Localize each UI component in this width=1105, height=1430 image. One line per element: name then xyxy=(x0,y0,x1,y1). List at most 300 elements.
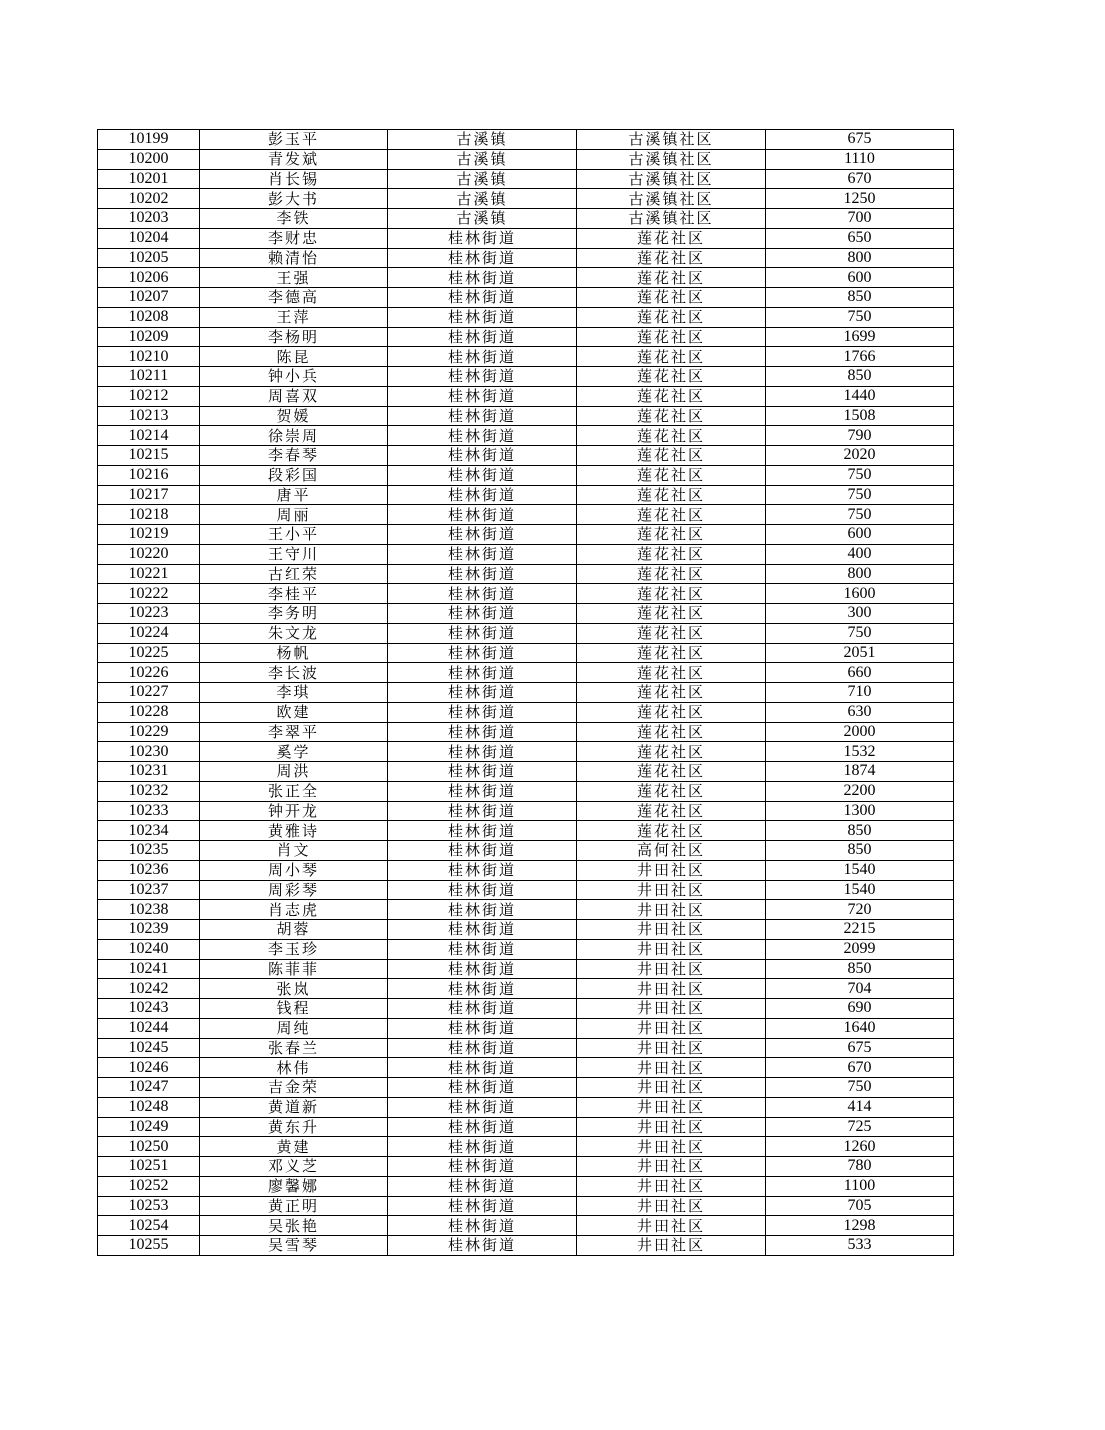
name-cell: 林伟 xyxy=(200,1058,388,1078)
id-cell: 10200 xyxy=(98,149,200,169)
amount-cell: 660 xyxy=(766,663,954,683)
amount-cell: 850 xyxy=(766,821,954,841)
amount-cell: 850 xyxy=(766,367,954,387)
community-cell: 井田社区 xyxy=(577,939,766,959)
id-cell: 10199 xyxy=(98,130,200,150)
community-cell: 莲花社区 xyxy=(577,327,766,347)
name-cell: 钟小兵 xyxy=(200,367,388,387)
street-cell: 桂林街道 xyxy=(388,643,577,663)
name-cell: 朱文龙 xyxy=(200,623,388,643)
table-body xyxy=(98,130,954,1256)
community-cell: 莲花社区 xyxy=(577,446,766,466)
amount-cell: 1600 xyxy=(766,584,954,604)
id-cell: 10210 xyxy=(98,347,200,367)
name-cell: 周丽 xyxy=(200,505,388,525)
community-cell: 莲花社区 xyxy=(577,663,766,683)
amount-cell: 1100 xyxy=(766,1176,954,1196)
name-cell: 张春兰 xyxy=(200,1038,388,1058)
community-cell: 井田社区 xyxy=(577,1038,766,1058)
id-cell: 10237 xyxy=(98,880,200,900)
amount-cell: 700 xyxy=(766,209,954,229)
community-cell: 莲花社区 xyxy=(577,781,766,801)
name-cell: 吴雪琴 xyxy=(200,1236,388,1256)
name-cell: 钱程 xyxy=(200,999,388,1019)
id-cell: 10228 xyxy=(98,702,200,722)
street-cell: 桂林街道 xyxy=(388,939,577,959)
amount-cell: 1508 xyxy=(766,406,954,426)
street-cell: 桂林街道 xyxy=(388,999,577,1019)
table-row xyxy=(98,446,954,466)
table-row xyxy=(98,288,954,308)
amount-cell: 690 xyxy=(766,999,954,1019)
community-cell: 莲花社区 xyxy=(577,683,766,703)
amount-cell: 600 xyxy=(766,268,954,288)
community-cell: 井田社区 xyxy=(577,1018,766,1038)
id-cell: 10242 xyxy=(98,979,200,999)
table-row xyxy=(98,130,954,150)
name-cell: 李铁 xyxy=(200,209,388,229)
table-row xyxy=(98,762,954,782)
street-cell: 桂林街道 xyxy=(388,268,577,288)
table-row xyxy=(98,1018,954,1038)
amount-cell: 675 xyxy=(766,1038,954,1058)
name-cell: 唐平 xyxy=(200,485,388,505)
street-cell: 古溪镇 xyxy=(388,169,577,189)
id-cell: 10218 xyxy=(98,505,200,525)
amount-cell: 1699 xyxy=(766,327,954,347)
amount-cell: 1110 xyxy=(766,149,954,169)
street-cell: 古溪镇 xyxy=(388,209,577,229)
id-cell: 10202 xyxy=(98,189,200,209)
table-row xyxy=(98,742,954,762)
amount-cell: 2099 xyxy=(766,939,954,959)
id-cell: 10225 xyxy=(98,643,200,663)
street-cell: 桂林街道 xyxy=(388,1157,577,1177)
street-cell: 桂林街道 xyxy=(388,288,577,308)
street-cell: 桂林街道 xyxy=(388,683,577,703)
table-row xyxy=(98,1137,954,1157)
community-cell: 莲花社区 xyxy=(577,465,766,485)
id-cell: 10241 xyxy=(98,959,200,979)
street-cell: 古溪镇 xyxy=(388,189,577,209)
amount-cell: 400 xyxy=(766,544,954,564)
table-row xyxy=(98,406,954,426)
community-cell: 莲花社区 xyxy=(577,762,766,782)
amount-cell: 1300 xyxy=(766,801,954,821)
community-cell: 莲花社区 xyxy=(577,525,766,545)
amount-cell: 750 xyxy=(766,465,954,485)
id-cell: 10254 xyxy=(98,1216,200,1236)
name-cell: 黄正明 xyxy=(200,1196,388,1216)
id-cell: 10216 xyxy=(98,465,200,485)
name-cell: 李杨明 xyxy=(200,327,388,347)
community-cell: 莲花社区 xyxy=(577,347,766,367)
table-row xyxy=(98,307,954,327)
street-cell: 桂林街道 xyxy=(388,1236,577,1256)
id-cell: 10207 xyxy=(98,288,200,308)
amount-cell: 1532 xyxy=(766,742,954,762)
street-cell: 桂林街道 xyxy=(388,979,577,999)
amount-cell: 850 xyxy=(766,841,954,861)
id-cell: 10243 xyxy=(98,999,200,1019)
table-row xyxy=(98,1196,954,1216)
community-cell: 莲花社区 xyxy=(577,505,766,525)
id-cell: 10220 xyxy=(98,544,200,564)
table-row xyxy=(98,169,954,189)
street-cell: 桂林街道 xyxy=(388,1196,577,1216)
id-cell: 10240 xyxy=(98,939,200,959)
id-cell: 10252 xyxy=(98,1176,200,1196)
amount-cell: 1874 xyxy=(766,762,954,782)
name-cell: 陈菲菲 xyxy=(200,959,388,979)
name-cell: 王强 xyxy=(200,268,388,288)
table-row xyxy=(98,347,954,367)
name-cell: 黄雅诗 xyxy=(200,821,388,841)
table-row xyxy=(98,821,954,841)
street-cell: 桂林街道 xyxy=(388,406,577,426)
street-cell: 桂林街道 xyxy=(388,920,577,940)
name-cell: 李长波 xyxy=(200,663,388,683)
name-cell: 肖长锡 xyxy=(200,169,388,189)
id-cell: 10247 xyxy=(98,1078,200,1098)
community-cell: 井田社区 xyxy=(577,1216,766,1236)
community-cell: 莲花社区 xyxy=(577,367,766,387)
street-cell: 桂林街道 xyxy=(388,1018,577,1038)
id-cell: 10233 xyxy=(98,801,200,821)
amount-cell: 650 xyxy=(766,228,954,248)
name-cell: 青发斌 xyxy=(200,149,388,169)
street-cell: 桂林街道 xyxy=(388,781,577,801)
table-row xyxy=(98,663,954,683)
id-cell: 10248 xyxy=(98,1097,200,1117)
name-cell: 周洪 xyxy=(200,762,388,782)
id-cell: 10213 xyxy=(98,406,200,426)
table-row xyxy=(98,327,954,347)
table-row xyxy=(98,1058,954,1078)
table-row xyxy=(98,683,954,703)
table-row xyxy=(98,643,954,663)
street-cell: 桂林街道 xyxy=(388,663,577,683)
table-row xyxy=(98,386,954,406)
name-cell: 徐崇周 xyxy=(200,426,388,446)
id-cell: 10244 xyxy=(98,1018,200,1038)
id-cell: 10204 xyxy=(98,228,200,248)
amount-cell: 750 xyxy=(766,1078,954,1098)
id-cell: 10215 xyxy=(98,446,200,466)
table-row xyxy=(98,604,954,624)
name-cell: 周喜双 xyxy=(200,386,388,406)
community-cell: 井田社区 xyxy=(577,1078,766,1098)
street-cell: 桂林街道 xyxy=(388,762,577,782)
table-row xyxy=(98,999,954,1019)
amount-cell: 533 xyxy=(766,1236,954,1256)
table-row xyxy=(98,1097,954,1117)
street-cell: 桂林街道 xyxy=(388,623,577,643)
street-cell: 桂林街道 xyxy=(388,505,577,525)
street-cell: 桂林街道 xyxy=(388,900,577,920)
name-cell: 李财忠 xyxy=(200,228,388,248)
community-cell: 古溪镇社区 xyxy=(577,130,766,150)
name-cell: 张岚 xyxy=(200,979,388,999)
name-cell: 李玉珍 xyxy=(200,939,388,959)
name-cell: 杨帆 xyxy=(200,643,388,663)
id-cell: 10238 xyxy=(98,900,200,920)
amount-cell: 1766 xyxy=(766,347,954,367)
id-cell: 10214 xyxy=(98,426,200,446)
amount-cell: 630 xyxy=(766,702,954,722)
id-cell: 10230 xyxy=(98,742,200,762)
street-cell: 桂林街道 xyxy=(388,702,577,722)
id-cell: 10222 xyxy=(98,584,200,604)
community-cell: 莲花社区 xyxy=(577,623,766,643)
table-row xyxy=(98,1157,954,1177)
id-cell: 10203 xyxy=(98,209,200,229)
amount-cell: 670 xyxy=(766,1058,954,1078)
name-cell: 陈昆 xyxy=(200,347,388,367)
table-row xyxy=(98,268,954,288)
street-cell: 桂林街道 xyxy=(388,742,577,762)
community-cell: 井田社区 xyxy=(577,880,766,900)
community-cell: 井田社区 xyxy=(577,979,766,999)
table-row xyxy=(98,623,954,643)
name-cell: 廖馨娜 xyxy=(200,1176,388,1196)
id-cell: 10235 xyxy=(98,841,200,861)
amount-cell: 414 xyxy=(766,1097,954,1117)
community-cell: 古溪镇社区 xyxy=(577,209,766,229)
community-cell: 古溪镇社区 xyxy=(577,169,766,189)
community-cell: 井田社区 xyxy=(577,860,766,880)
amount-cell: 300 xyxy=(766,604,954,624)
amount-cell: 2020 xyxy=(766,446,954,466)
community-cell: 莲花社区 xyxy=(577,564,766,584)
amount-cell: 1298 xyxy=(766,1216,954,1236)
name-cell: 李桂平 xyxy=(200,584,388,604)
name-cell: 邓义芝 xyxy=(200,1157,388,1177)
name-cell: 周纯 xyxy=(200,1018,388,1038)
table-row xyxy=(98,722,954,742)
community-cell: 井田社区 xyxy=(577,1137,766,1157)
amount-cell: 850 xyxy=(766,288,954,308)
community-cell: 莲花社区 xyxy=(577,485,766,505)
street-cell: 桂林街道 xyxy=(388,307,577,327)
amount-cell: 2215 xyxy=(766,920,954,940)
amount-cell: 1540 xyxy=(766,880,954,900)
name-cell: 胡蓉 xyxy=(200,920,388,940)
community-cell: 井田社区 xyxy=(577,1196,766,1216)
street-cell: 桂林街道 xyxy=(388,248,577,268)
street-cell: 桂林街道 xyxy=(388,544,577,564)
id-cell: 10226 xyxy=(98,663,200,683)
table-row xyxy=(98,979,954,999)
name-cell: 张正全 xyxy=(200,781,388,801)
table-row xyxy=(98,1117,954,1137)
amount-cell: 1250 xyxy=(766,189,954,209)
street-cell: 桂林街道 xyxy=(388,347,577,367)
amount-cell: 750 xyxy=(766,307,954,327)
community-cell: 井田社区 xyxy=(577,900,766,920)
table-row xyxy=(98,1216,954,1236)
id-cell: 10209 xyxy=(98,327,200,347)
table-row xyxy=(98,860,954,880)
amount-cell: 1640 xyxy=(766,1018,954,1038)
community-cell: 莲花社区 xyxy=(577,406,766,426)
id-cell: 10219 xyxy=(98,525,200,545)
name-cell: 吉金荣 xyxy=(200,1078,388,1098)
amount-cell: 790 xyxy=(766,426,954,446)
id-cell: 10253 xyxy=(98,1196,200,1216)
table-row xyxy=(98,841,954,861)
street-cell: 古溪镇 xyxy=(388,149,577,169)
table-row xyxy=(98,505,954,525)
street-cell: 桂林街道 xyxy=(388,1117,577,1137)
community-cell: 井田社区 xyxy=(577,920,766,940)
id-cell: 10246 xyxy=(98,1058,200,1078)
street-cell: 桂林街道 xyxy=(388,1216,577,1236)
community-cell: 井田社区 xyxy=(577,1097,766,1117)
id-cell: 10232 xyxy=(98,781,200,801)
table-row xyxy=(98,781,954,801)
community-cell: 井田社区 xyxy=(577,1236,766,1256)
table-row xyxy=(98,1078,954,1098)
street-cell: 桂林街道 xyxy=(388,1078,577,1098)
amount-cell: 850 xyxy=(766,959,954,979)
community-cell: 莲花社区 xyxy=(577,722,766,742)
name-cell: 欧建 xyxy=(200,702,388,722)
community-cell: 莲花社区 xyxy=(577,584,766,604)
community-cell: 莲花社区 xyxy=(577,228,766,248)
street-cell: 桂林街道 xyxy=(388,465,577,485)
id-cell: 10201 xyxy=(98,169,200,189)
name-cell: 黄建 xyxy=(200,1137,388,1157)
community-cell: 莲花社区 xyxy=(577,801,766,821)
id-cell: 10224 xyxy=(98,623,200,643)
amount-cell: 1540 xyxy=(766,860,954,880)
id-cell: 10231 xyxy=(98,762,200,782)
table-row xyxy=(98,367,954,387)
street-cell: 桂林街道 xyxy=(388,367,577,387)
community-cell: 莲花社区 xyxy=(577,307,766,327)
name-cell: 段彩国 xyxy=(200,465,388,485)
id-cell: 10251 xyxy=(98,1157,200,1177)
community-cell: 莲花社区 xyxy=(577,544,766,564)
name-cell: 肖文 xyxy=(200,841,388,861)
community-cell: 莲花社区 xyxy=(577,248,766,268)
table-row xyxy=(98,228,954,248)
street-cell: 古溪镇 xyxy=(388,130,577,150)
id-cell: 10234 xyxy=(98,821,200,841)
street-cell: 桂林街道 xyxy=(388,821,577,841)
amount-cell: 2000 xyxy=(766,722,954,742)
amount-cell: 800 xyxy=(766,248,954,268)
name-cell: 黄道新 xyxy=(200,1097,388,1117)
street-cell: 桂林街道 xyxy=(388,880,577,900)
table-row xyxy=(98,959,954,979)
community-cell: 莲花社区 xyxy=(577,268,766,288)
name-cell: 李琪 xyxy=(200,683,388,703)
id-cell: 10229 xyxy=(98,722,200,742)
community-cell: 井田社区 xyxy=(577,1176,766,1196)
street-cell: 桂林街道 xyxy=(388,860,577,880)
community-cell: 井田社区 xyxy=(577,1157,766,1177)
amount-cell: 750 xyxy=(766,485,954,505)
table-row xyxy=(98,900,954,920)
table-row xyxy=(98,209,954,229)
amount-cell: 725 xyxy=(766,1117,954,1137)
community-cell: 莲花社区 xyxy=(577,643,766,663)
street-cell: 桂林街道 xyxy=(388,841,577,861)
amount-cell: 2051 xyxy=(766,643,954,663)
amount-cell: 750 xyxy=(766,505,954,525)
name-cell: 古红荣 xyxy=(200,564,388,584)
name-cell: 李翠平 xyxy=(200,722,388,742)
community-cell: 井田社区 xyxy=(577,959,766,979)
street-cell: 桂林街道 xyxy=(388,801,577,821)
street-cell: 桂林街道 xyxy=(388,525,577,545)
id-cell: 10217 xyxy=(98,485,200,505)
table-row xyxy=(98,920,954,940)
amount-cell: 720 xyxy=(766,900,954,920)
amount-cell: 1260 xyxy=(766,1137,954,1157)
name-cell: 钟开龙 xyxy=(200,801,388,821)
amount-cell: 780 xyxy=(766,1157,954,1177)
id-cell: 10211 xyxy=(98,367,200,387)
name-cell: 周小琴 xyxy=(200,860,388,880)
street-cell: 桂林街道 xyxy=(388,584,577,604)
street-cell: 桂林街道 xyxy=(388,426,577,446)
street-cell: 桂林街道 xyxy=(388,959,577,979)
community-cell: 莲花社区 xyxy=(577,821,766,841)
street-cell: 桂林街道 xyxy=(388,1058,577,1078)
amount-cell: 675 xyxy=(766,130,954,150)
table-row xyxy=(98,525,954,545)
table-row xyxy=(98,702,954,722)
amount-cell: 710 xyxy=(766,683,954,703)
id-cell: 10206 xyxy=(98,268,200,288)
community-cell: 莲花社区 xyxy=(577,604,766,624)
name-cell: 肖志虎 xyxy=(200,900,388,920)
amount-cell: 1440 xyxy=(766,386,954,406)
street-cell: 桂林街道 xyxy=(388,564,577,584)
street-cell: 桂林街道 xyxy=(388,604,577,624)
community-cell: 井田社区 xyxy=(577,1058,766,1078)
id-cell: 10208 xyxy=(98,307,200,327)
name-cell: 赖清怡 xyxy=(200,248,388,268)
amount-cell: 705 xyxy=(766,1196,954,1216)
name-cell: 吴张艳 xyxy=(200,1216,388,1236)
table-row xyxy=(98,564,954,584)
id-cell: 10221 xyxy=(98,564,200,584)
table-row xyxy=(98,465,954,485)
amount-cell: 704 xyxy=(766,979,954,999)
table-row xyxy=(98,801,954,821)
name-cell: 黄东升 xyxy=(200,1117,388,1137)
table-row xyxy=(98,1176,954,1196)
table-row xyxy=(98,149,954,169)
id-cell: 10245 xyxy=(98,1038,200,1058)
street-cell: 桂林街道 xyxy=(388,228,577,248)
table-row xyxy=(98,426,954,446)
community-cell: 莲花社区 xyxy=(577,288,766,308)
table-row xyxy=(98,1236,954,1256)
amount-cell: 600 xyxy=(766,525,954,545)
name-cell: 奚学 xyxy=(200,742,388,762)
name-cell: 周彩琴 xyxy=(200,880,388,900)
community-cell: 莲花社区 xyxy=(577,742,766,762)
community-cell: 古溪镇社区 xyxy=(577,149,766,169)
community-cell: 莲花社区 xyxy=(577,426,766,446)
street-cell: 桂林街道 xyxy=(388,386,577,406)
id-cell: 10255 xyxy=(98,1236,200,1256)
